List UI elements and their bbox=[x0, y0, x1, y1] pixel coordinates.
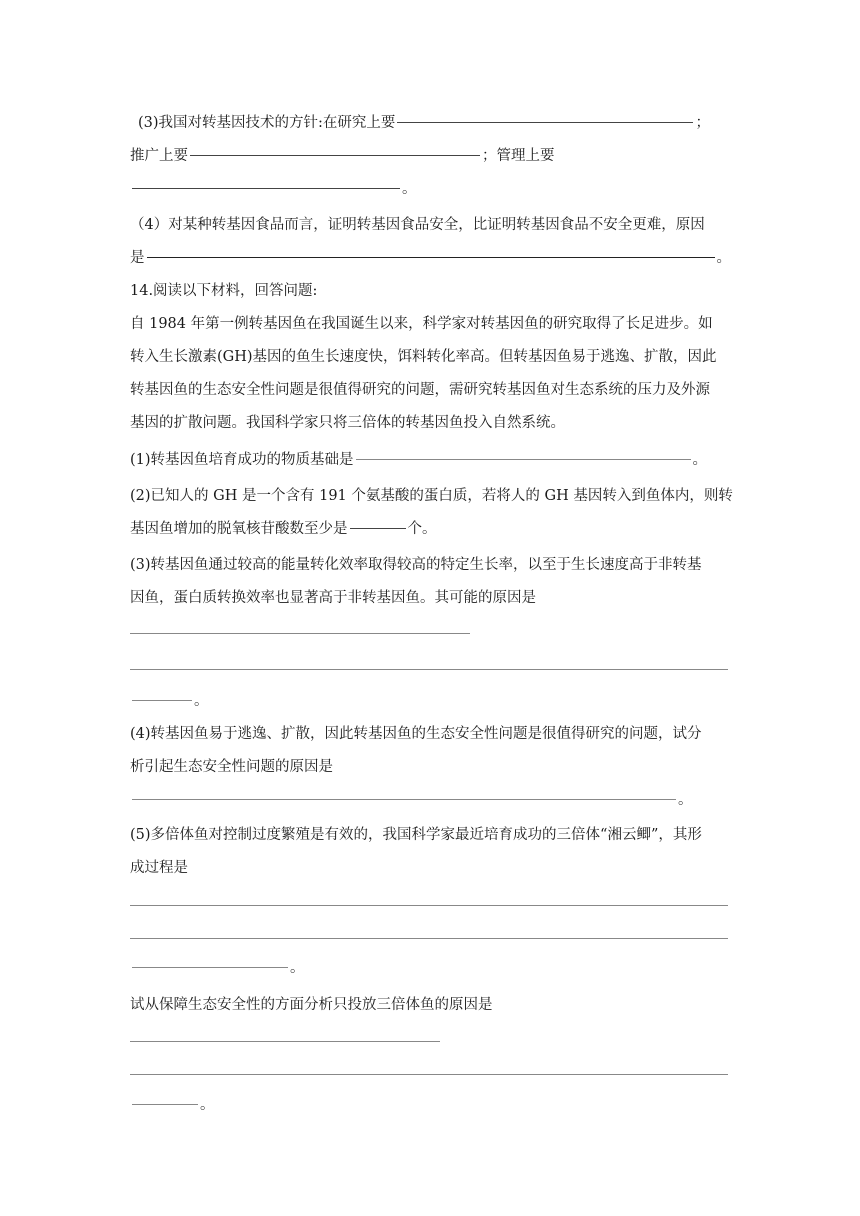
q14-part3-text: (3)转基因鱼通过较高的能量转化效率取得较高的特定生长率，以至于生长速度高于非转基 bbox=[130, 557, 702, 573]
q13-part3-promotion-text: 推广上要 bbox=[130, 148, 188, 164]
q14-part5-line2 bbox=[130, 855, 188, 881]
q14-part3-line2 bbox=[130, 585, 536, 611]
q14-part3-line-end bbox=[130, 688, 209, 714]
q14-part5-line-end bbox=[130, 955, 305, 981]
q14-title-text: 14.阅读以下材料，回答问题: bbox=[130, 283, 318, 299]
q13-part4-text-cont: 是 bbox=[130, 250, 145, 266]
q14-part5-text-cont: 成过程是 bbox=[130, 860, 188, 876]
answer-blank[interactable] bbox=[132, 798, 676, 800]
answer-blank[interactable] bbox=[356, 458, 691, 460]
q14-part3-line1 bbox=[130, 552, 702, 578]
q14-part2-line1 bbox=[130, 483, 733, 509]
q14-part1 bbox=[130, 447, 707, 473]
q13-part3-line2 bbox=[130, 143, 555, 169]
q14-material-line4 bbox=[130, 410, 565, 436]
material-text: 转基因鱼的生态安全性问题是很值得研究的问题，需研究转基因鱼对生态系统的压力及外源 bbox=[130, 382, 710, 398]
q14-title bbox=[130, 278, 317, 304]
punctuation: 。 bbox=[200, 1097, 215, 1113]
material-text: 自 1984 年第一例转基因鱼在我国诞生以来，科学家对转基因鱼的研究取得了长足进步。如 bbox=[130, 316, 713, 332]
punctuation: 。 bbox=[402, 181, 417, 197]
answer-line[interactable] bbox=[130, 632, 470, 634]
q14-material-line2 bbox=[130, 344, 717, 370]
answer-blank[interactable] bbox=[132, 1103, 198, 1105]
q14-part6-line-end bbox=[130, 1092, 215, 1118]
q14-part4-line2 bbox=[130, 754, 333, 780]
answer-blank[interactable] bbox=[132, 699, 192, 701]
q14-part4-line1 bbox=[130, 721, 702, 747]
q14-part4-text: (4)转基因鱼易于逃逸、扩散，因此转基因鱼的生态安全性问题是很值得研究的问题，试分 bbox=[130, 726, 702, 742]
q13-part4-line1 bbox=[130, 212, 705, 238]
answer-blank[interactable] bbox=[350, 527, 406, 529]
punctuation: 。 bbox=[290, 960, 305, 976]
punctuation: ； bbox=[695, 115, 710, 131]
answer-line[interactable] bbox=[130, 904, 728, 906]
q13-part4-line2 bbox=[130, 245, 731, 271]
punctuation: 。 bbox=[716, 250, 731, 266]
q14-part4-line-end bbox=[130, 787, 693, 813]
q14-part2-text-cont: 基因鱼增加的脱氧核苷酸数至少是 bbox=[130, 521, 348, 537]
q14-material-line1 bbox=[130, 311, 713, 337]
q14-part5-line1 bbox=[130, 822, 702, 848]
answer-blank[interactable] bbox=[132, 966, 288, 968]
q14-material-line3 bbox=[130, 377, 710, 403]
q14-part5-text: (5)多倍体鱼对控制过度繁殖是有效的，我国科学家最近培育成功的三倍体“湘云鲫”，其形 bbox=[130, 827, 702, 843]
q13-part3-line1 bbox=[138, 110, 710, 136]
q13-part3-management-text: ；管理上要 bbox=[482, 148, 555, 164]
answer-line[interactable] bbox=[130, 1040, 440, 1042]
punctuation: 个。 bbox=[407, 521, 437, 537]
answer-blank[interactable] bbox=[132, 187, 400, 189]
answer-blank[interactable] bbox=[397, 121, 693, 123]
answer-line[interactable] bbox=[130, 1073, 728, 1075]
punctuation: 。 bbox=[678, 792, 693, 808]
q14-part2-line2 bbox=[130, 516, 437, 542]
q14-part4-text-cont: 析引起生态安全性问题的原因是 bbox=[130, 759, 333, 775]
q14-part3-text-cont: 因鱼，蛋白质转换效率也显著高于非转基因鱼。其可能的原因是 bbox=[130, 590, 536, 606]
material-text: 基因的扩散问题。我国科学家只将三倍体的转基因鱼投入自然系统。 bbox=[130, 415, 565, 431]
material-text: 转入生长激素(GH)基因的鱼生长速度快，饵料转化率高。但转基因鱼易于逃逸、扩散，因此 bbox=[130, 349, 717, 365]
q14-part6 bbox=[130, 992, 493, 1018]
answer-blank[interactable] bbox=[147, 256, 715, 258]
q14-part1-text: (1)转基因鱼培育成功的物质基础是 bbox=[130, 452, 354, 468]
q14-part6-text: 试从保障生态安全性的方面分析只投放三倍体鱼的原因是 bbox=[130, 997, 493, 1013]
q13-part3-text: (3)我国对转基因技术的方针:在研究上要 bbox=[138, 115, 396, 131]
q13-part4-text: （4）对某种转基因食品而言，证明转基因食品安全，比证明转基因食品不安全更难，原因 bbox=[130, 217, 705, 233]
q13-part3-line3 bbox=[130, 176, 417, 202]
punctuation: 。 bbox=[194, 693, 209, 709]
answer-line[interactable] bbox=[130, 668, 728, 670]
punctuation: 。 bbox=[692, 452, 708, 468]
answer-line[interactable] bbox=[130, 937, 728, 939]
q14-part2-text: (2)已知人的 GH 是一个含有 191 个氨基酸的蛋白质，若将人的 GH 基因转入到鱼体内，则转 bbox=[130, 488, 733, 504]
answer-blank[interactable] bbox=[190, 154, 480, 156]
